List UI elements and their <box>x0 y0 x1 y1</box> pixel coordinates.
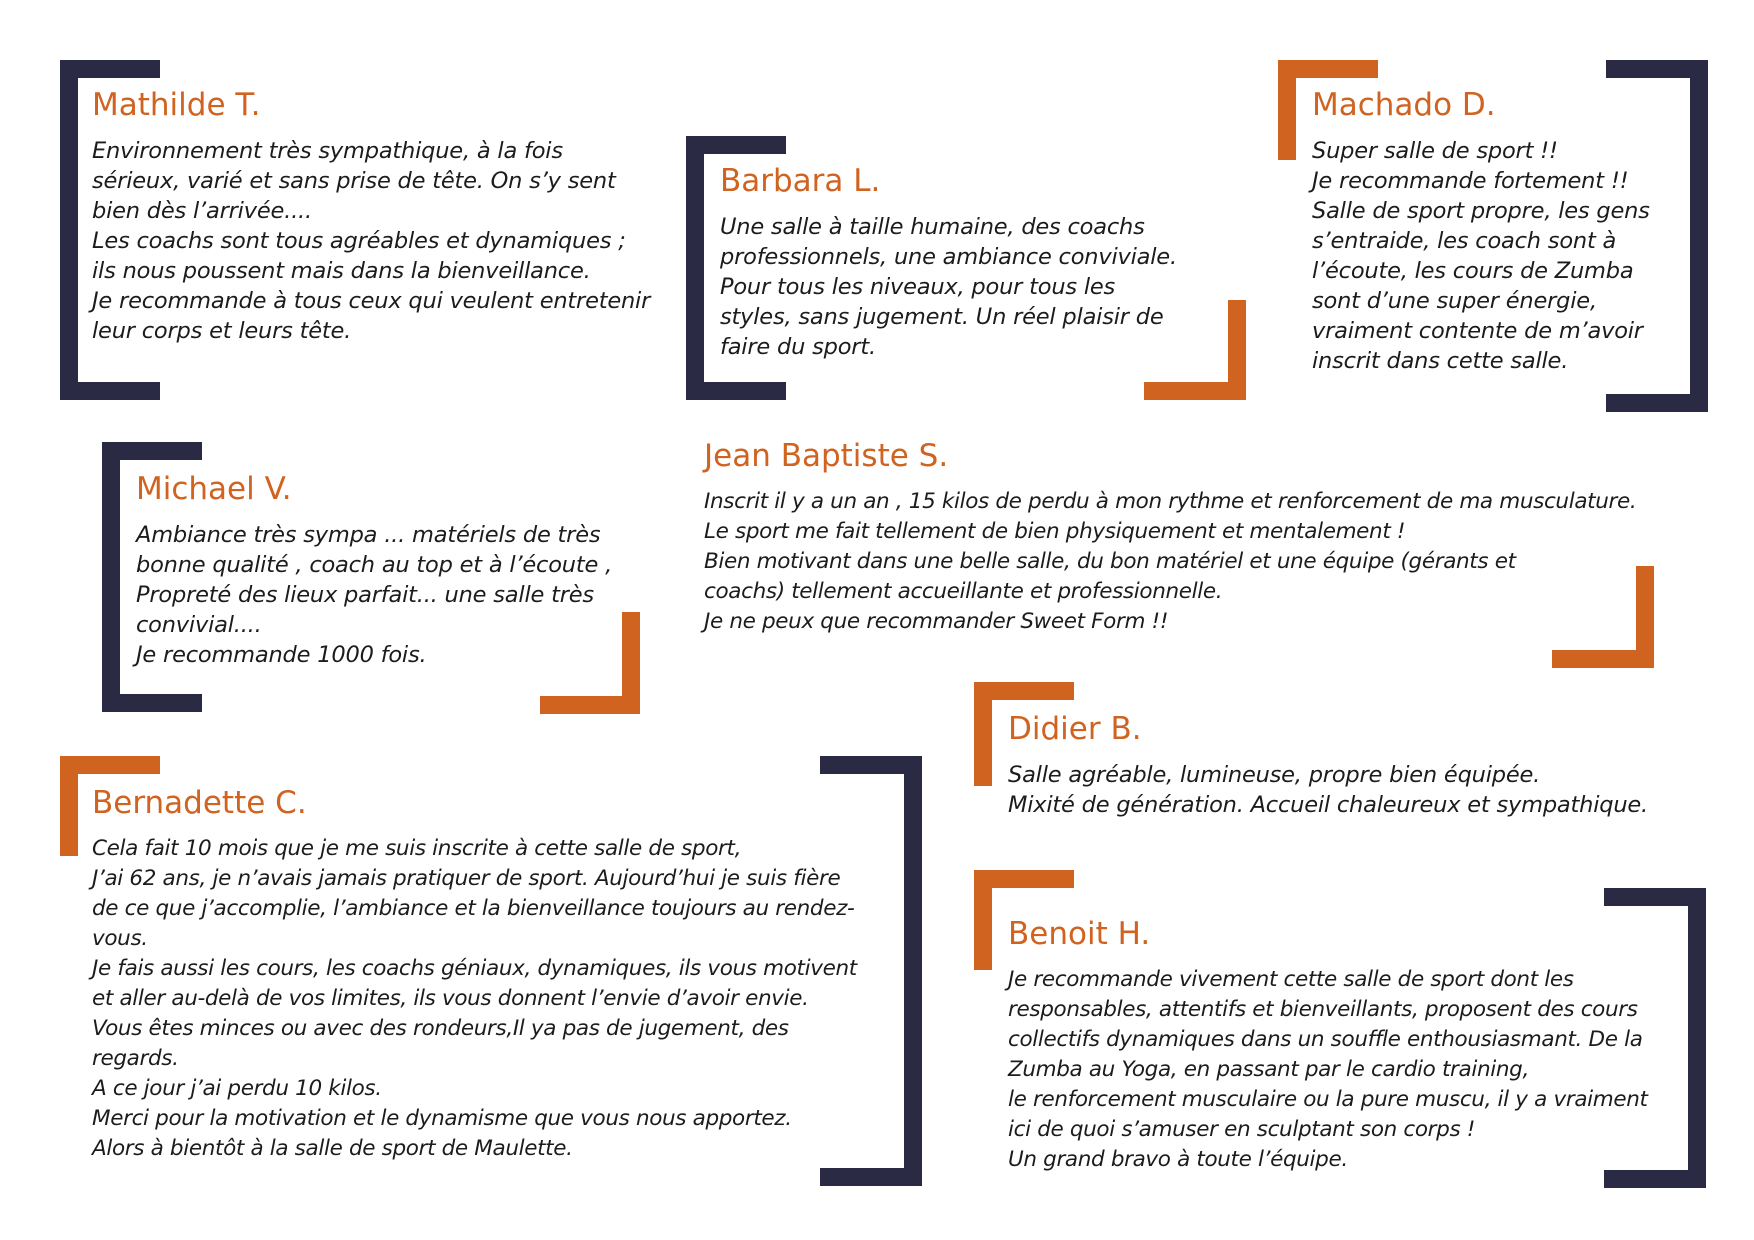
testimonial-text <box>136 520 612 670</box>
testimonial-line: J’ai 62 ans, je n’avais jamais pratiquer de sport. Aujourd’hui je suis fière <box>92 866 841 891</box>
testimonial-line: ils nous poussent mais dans la bienveillance. <box>92 258 591 284</box>
testimonial-author: Didier B. <box>1008 711 1142 747</box>
testimonial-line: Merci pour la motivation et le dynamisme que vous nous apportez. <box>92 1106 792 1131</box>
testimonial-author: Bernadette C. <box>92 785 307 821</box>
testimonial-line: inscrit dans cette salle. <box>1312 348 1569 374</box>
testimonial-line: coachs) tellement accueillante et professionnelle. <box>704 579 1223 604</box>
testimonial-line: et aller au-delà de vos limites, ils vous donnent l’envie d’avoir envie. <box>92 986 809 1011</box>
testimonial-line: Une salle à taille humaine, des coachs <box>720 214 1145 240</box>
testimonial-line: Cela fait 10 mois que je me suis inscrite à cette salle de sport, <box>92 836 742 861</box>
testimonial-text <box>1312 136 1650 376</box>
testimonial-line: Je recommande vivement cette salle de sport dont les <box>1008 967 1574 992</box>
testimonial-line: Je recommande fortement !! <box>1312 168 1629 194</box>
testimonial-line: le renforcement musculaire ou la pure muscu, il y a vraiment <box>1008 1087 1648 1112</box>
testimonial-line: Propreté des lieux parfait... une salle très <box>136 582 594 608</box>
testimonial-line: l’écoute, les cours de Zumba <box>1312 258 1634 284</box>
testimonial-text <box>1008 760 1648 820</box>
testimonial-line: faire du sport. <box>720 334 876 360</box>
testimonial-line: ici de quoi s’amuser en sculptant son corps ! <box>1008 1117 1476 1142</box>
testimonial-line: convivial.... <box>136 612 262 638</box>
testimonial-line: styles, sans jugement. Un réel plaisir de <box>720 304 1164 330</box>
testimonial-line: Zumba au Yoga, en passant par le cardio training, <box>1008 1057 1529 1082</box>
testimonial-line: responsables, attentifs et bienveillants, proposent des cours <box>1008 997 1638 1022</box>
testimonial-line: leur corps et leurs tête. <box>92 318 352 344</box>
testimonial-line: Vous êtes minces ou avec des rondeurs,Il ya pas de jugement, des <box>92 1016 789 1041</box>
testimonial-line: Salle de sport propre, les gens <box>1312 198 1650 224</box>
testimonial-line: Bien motivant dans une belle salle, du bon matériel et une équipe (gérants et <box>704 549 1516 574</box>
testimonial-author: Michael V. <box>136 471 292 507</box>
testimonial-text <box>720 212 1177 362</box>
testimonial-line: Les coachs sont tous agréables et dynamiques ; <box>92 228 626 254</box>
testimonial-line: bonne qualité , coach au top et à l’écoute , <box>136 552 613 578</box>
testimonial-line: collectifs dynamiques dans un souffle enthousiasmant. De la <box>1008 1027 1643 1052</box>
testimonial-line: Environnement très sympathique, à la fois <box>92 138 563 164</box>
testimonial-line: bien dès l’arrivée.... <box>92 198 312 224</box>
testimonial-line: s’entraide, les coach sont à <box>1312 228 1617 254</box>
testimonial-text <box>92 136 650 346</box>
testimonial-line: sont d’une super énergie, <box>1312 288 1597 314</box>
testimonial-author: Machado D. <box>1312 87 1496 123</box>
testimonial-line: sérieux, varié et sans prise de tête. On s’y sent <box>92 168 616 194</box>
testimonial-line: Le sport me fait tellement de bien physiquement et mentalement ! <box>704 519 1406 544</box>
testimonial-line: Alors à bientôt à la salle de sport de Maulette. <box>92 1136 573 1161</box>
testimonial-line: vraiment contente de m’avoir <box>1312 318 1643 344</box>
testimonial-line: Je recommande à tous ceux qui veulent entretenir <box>92 288 651 314</box>
testimonial-line: Un grand bravo à toute l’équipe. <box>1008 1147 1348 1172</box>
testimonial-author: Jean Baptiste S. <box>704 438 949 474</box>
testimonial-line: Pour tous les niveaux, pour tous les <box>720 274 1116 300</box>
testimonial-line: Inscrit il y a un an , 15 kilos de perdu à mon rythme et renforcement de ma musculature. <box>704 489 1637 514</box>
testimonial-line: de ce que j’accomplie, l’ambiance et la bienveillance toujours au rendez- <box>92 896 855 921</box>
testimonial-line: Super salle de sport !! <box>1312 138 1558 164</box>
testimonial-line: vous. <box>92 926 148 951</box>
testimonial-line: regards. <box>92 1046 179 1071</box>
testimonial-author: Benoit H. <box>1008 916 1151 952</box>
testimonial-text <box>1008 965 1648 1175</box>
testimonial-line: Ambiance très sympa ... matériels de très <box>136 522 601 548</box>
testimonial-author: Barbara L. <box>720 163 881 199</box>
testimonial-text <box>704 487 1636 637</box>
testimonial-author: Mathilde T. <box>92 87 261 123</box>
testimonial-line: A ce jour j’ai perdu 10 kilos. <box>92 1076 382 1101</box>
testimonial-line: Je recommande 1000 fois. <box>136 642 427 668</box>
testimonial-line: Mixité de génération. Accueil chaleureux et sympathique. <box>1008 792 1648 818</box>
testimonial-line: Je ne peux que recommander Sweet Form !! <box>704 609 1169 634</box>
testimonial-line: Je fais aussi les cours, les coachs géniaux, dynamiques, ils vous motivent <box>92 956 857 981</box>
testimonial-text <box>92 834 857 1164</box>
testimonial-line: professionnels, une ambiance conviviale. <box>720 244 1177 270</box>
testimonial-line: Salle agréable, lumineuse, propre bien équipée. <box>1008 762 1541 788</box>
